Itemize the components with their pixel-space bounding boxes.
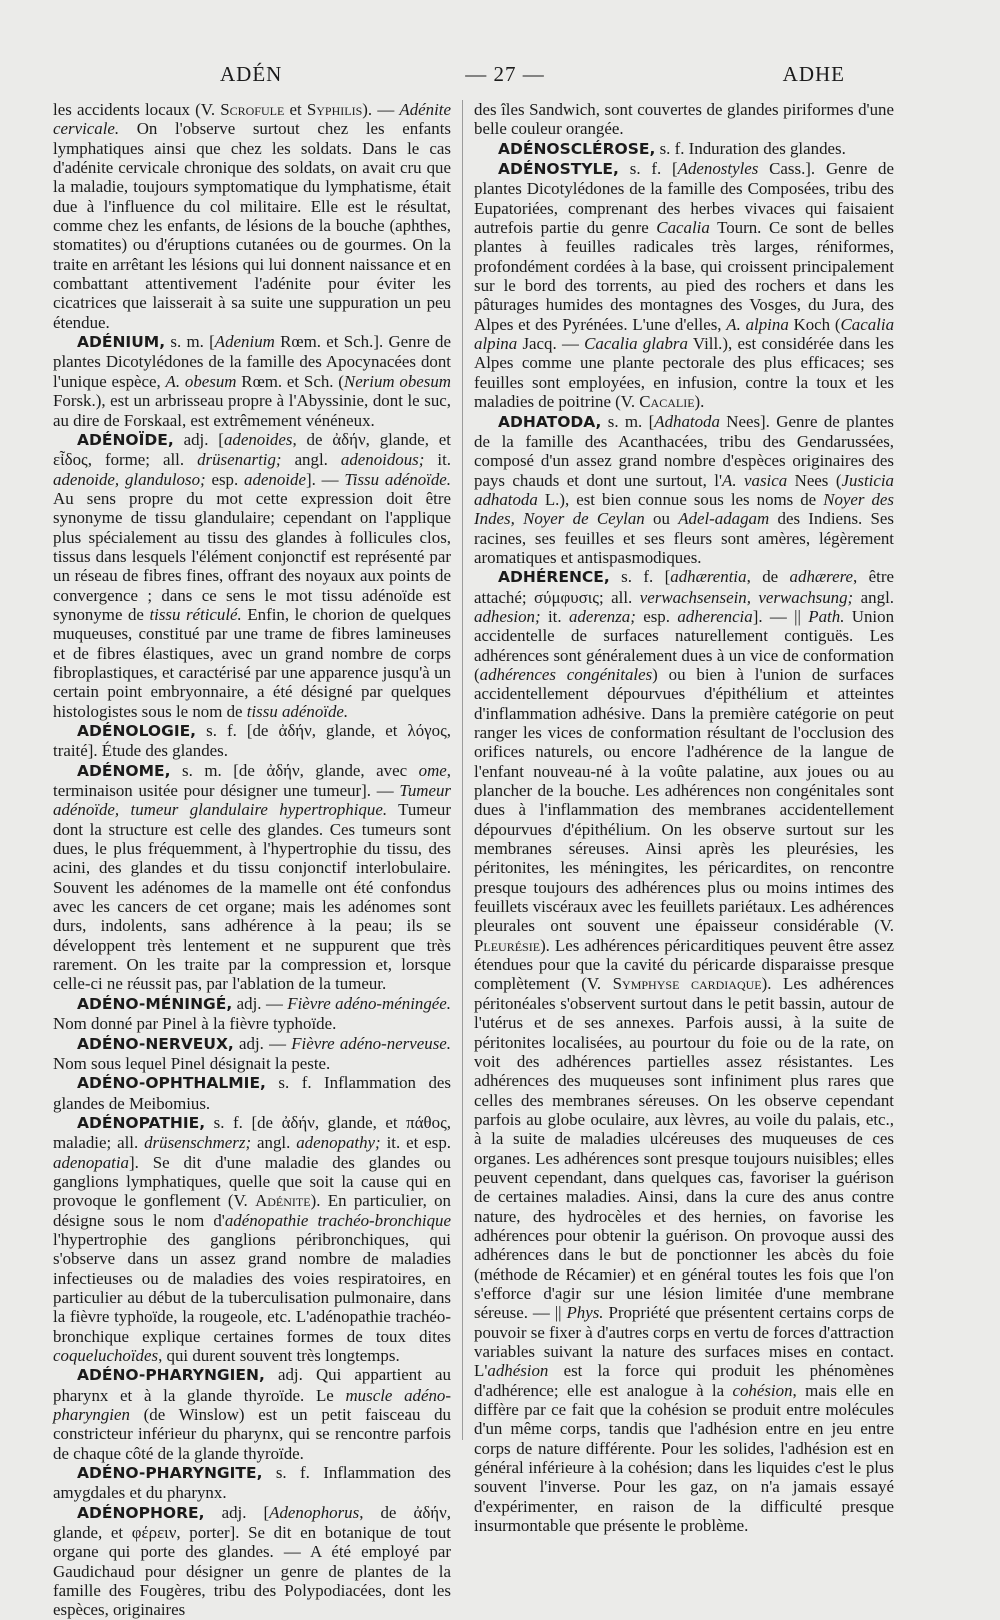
entry-text: , de ἀδήν, glande, et εἶδος, forme; all. [53, 429, 451, 470]
page-number: — 27 — [465, 62, 545, 86]
entry-text: Enfin, le chorion de quelques muqueuses, constitué par une trame de fibres lamineuses et de fibres élastiques, avec un grand nombre de corps fibroplastiques, et caractérisé par une apparence jusqu'à un certain point embryonnaire, a été désigné par quelques histologistes sous le nom de [53, 604, 451, 721]
dictionary-entry-adeno-pharyngien [53, 1365, 451, 1463]
entry-text: Adénite [255, 1191, 311, 1211]
entry-text: Adhatoda [654, 411, 720, 431]
entry-text: Tumeur dont la structure est celle des glandes. Ces tumeurs sont dues, le plus fréquemment, à l'hypertrophie du tissu, des acini, des glandes et du tissu conjonctif interlobulaire. Souvent les adénomes de la mamelle ont été confondus avec les cancers de cet organe; mais les adénomes sont durs, indolents, sans adhérence à la peau; ils se développent très lentement et ne suppurent que très rarement. On les traite par la compression et, lorsque celle-ci ne réussit pas, par l'ablation de la tumeur. [53, 800, 451, 994]
entry-text: Pleurésie [474, 935, 541, 955]
entry-headword: ADÉNOME, [77, 761, 171, 780]
entry-text: Nerium obesum [343, 371, 452, 391]
entry-headword: ADÉNOLOGIE, [77, 722, 197, 740]
entry-text: it. [540, 606, 569, 626]
entry-text: Scrofule [220, 100, 285, 119]
dictionary-entry-adeno-meninge [53, 994, 451, 1034]
entry-text: adhærere [789, 567, 854, 587]
entry-text: adj. — [232, 993, 288, 1013]
entry-headword: ADÉNOÏDE, [77, 430, 174, 449]
entry-text: s. f. Inflammation des amygdales et du pharynx. [53, 1463, 451, 1503]
entry-headword: ADÉNOPHORE, [77, 1503, 205, 1522]
entry-text: s. f. Induration des glandes. [655, 138, 846, 158]
entry-headword: ADÉNOSCLÉROSE, [498, 139, 656, 158]
dictionary-entry-adeno-nerveux [53, 1034, 451, 1074]
entry-text: s. f. Inflammation des glandes de Meibomius. [53, 1073, 451, 1113]
entry-text: Fièvre adéno-méningée. [287, 993, 451, 1013]
entry-headword: ADÉNOSTYLE, [498, 160, 619, 179]
entry-text: it. [424, 450, 452, 470]
entry-text: adhærentia [670, 567, 747, 587]
entry-text: , de ἀδήν, glande, et φέρειν, porter]. Se dit en botanique de tout organe qui porte des glandes. — A été employé par Gaudichaud pour désigner un genre de plantes de la famille des Fougères, tribu des Polypodiacées, dont les espèces, originaires [53, 1502, 451, 1620]
entry-text: ou [644, 509, 679, 529]
entry-text: s. f. [de ἀδήν, glande, et πάθος, maladie; all. [53, 1112, 451, 1153]
entry-text: Adel-adagam [678, 509, 770, 529]
entry-text: les accidents locaux (V. [53, 100, 221, 119]
entry-headword: ADHÉRENCE, [498, 568, 610, 587]
dictionary-entry-adenosclerose [474, 139, 894, 159]
entry-text: Nom sous lequel Pinel désignait la peste. [53, 1053, 331, 1073]
dictionary-entry-adenophore [53, 1503, 451, 1620]
entry-text: ome [418, 760, 447, 780]
entry-text: A. alpina [726, 314, 789, 334]
entry-text: ). Les adhérences péritonéales s'observent surtout dans le petit bassin, autour de l'utérus et de ses annexes. Parfois aussi, à la suite de péritonites localisées, au pourtour du foie ou de la rate, on voit des adhérences partielles assez résistantes. Les adhérences des muqueuses sont infiniment plus rares que celles des membranes séreuses. On les observe cependant parfois au globe oculaire, aux lèvres, au voile du palais, etc., à la suite de maladies ulcéreuses des muqueuses de ces organes. Les adhérences sont presque toujours nuisibles; elles peuvent cependant, dans quelques cas, favoriser la guérison de certaines maladies. Ainsi, dans la cure des anus contre nature, des hydrocèles et des hernies, on favorise les adhérences pour obtenir la guérison. On provoque aussi des adhérences dans le but de ponctionner les abcès du foie (méthode de Récamier) et en général toutes les fois que l'on s'efforce d'agir sur une lésion limitée d'une membrane séreuse. — || [474, 974, 894, 1323]
dictionary-entry-adenopathie [53, 1113, 451, 1365]
entry-text: adj. [ [173, 429, 224, 449]
entry-headword: ADÉNO-NERVEUX, [77, 1034, 234, 1053]
entry-headword: ADHATODA, [498, 412, 602, 431]
dictionary-entry-adherence [474, 567, 894, 1535]
column-divider [462, 100, 463, 1440]
entry-text: verwachsensein, verwachsung; [639, 587, 854, 607]
entry-text: Tourn. Ce sont de belles plantes à feuilles radicales très larges, réniformes, profondément cordées à la base, qui croissent principalement sur le bord des torrents, au pied des rochers et dans les pâturages humides des montagnes des Vosges, du Jura, des Alpes et des Pyrénées. L'une d'elles, [474, 218, 894, 334]
entry-text: adenoide [244, 469, 306, 489]
entry-text: ). — [362, 100, 400, 119]
entry-text: Tumeur adénoïde, tumeur glandulaire hypertrophique. [53, 781, 451, 820]
entry-text: cohésion [732, 1380, 793, 1400]
entry-text: Forsk.), est un arbrisseau propre à l'Abyssinie, dont le suc, au dire de Forskaal, est extrêmement vénéneux. [53, 391, 451, 430]
entry-text: Phys. [566, 1303, 604, 1323]
entry-text: adj. — [233, 1033, 292, 1053]
entry-text: Adénite cervicale. [53, 100, 451, 139]
entry-text: adenoidous; [340, 450, 425, 470]
entry-text: tissu réticulé. [149, 604, 242, 624]
entry-text: ). En particulier, on désigne sous le nom d' [53, 1191, 451, 1230]
dictionary-entry-adeno-ophthalmie [53, 1073, 451, 1113]
entry-text: Adenophorus [269, 1502, 360, 1522]
entry-text: (de Winslow) est un petit faisceau du constricteur inférieur du pharynx, qui se rencontre parfois de chaque côté de la glande thyroïde. [53, 1405, 451, 1463]
entry-text: muscle adéno-pharyngien [53, 1385, 451, 1425]
entry-text: , être attaché; σύμφυσις; all. [474, 567, 894, 607]
entry-text: adenopathy; [296, 1133, 381, 1153]
entry-text: Nees ( [787, 470, 842, 490]
entry-text: A. obesum [165, 371, 237, 391]
entry-text: adenopatia [53, 1152, 129, 1172]
entry-text: Noyer des Indes, Noyer de Ceylan [474, 489, 894, 529]
entry-text: Au sens propre du mot cette expression doit être synonyme de tissu glandulaire; cependant on l'applique plus spécialement au tissu des glandes à follicules clos, tissus dans lesquels l'élément conjonctif est représenté par un réseau de fibres fines, offrant des noyaux aux points de convergence ; dans ce sens le mot tissu adénoïde est synonyme de [53, 488, 451, 624]
entry-text: adénopathie trachéo-bronchique [224, 1210, 451, 1230]
entry-text: adherencia [677, 606, 753, 626]
entry-text: Syphilis [306, 100, 363, 119]
entry-text: Cass.]. Genre de plantes Dicotylédones de la famille des Composées, tribu des Eupatoriées, comprenant des herbes vivaces qui faisaient autrefois partie du genre [474, 159, 894, 238]
dictionary-entry-adenome [53, 761, 451, 994]
dictionary-entry-adhatoda [474, 412, 894, 568]
entry-text: Union accidentelle de surfaces naturellement contiguës. Les adhérences sont généralement dues à un vice de conformation ( [474, 606, 895, 684]
entry-text: s. f. [ [618, 159, 678, 179]
entry-text: , qui durent souvent très longtemps. [158, 1346, 400, 1365]
entry-text: Nees]. Genre de plantes de la famille des Acanthacées, tribu des Gendarussées, composé d'un assez grand nombre d'espèces originaires des pays chauds et dont une surtout, l' [474, 411, 894, 490]
entry-headword: ADÉNO-PHARYNGITE, [77, 1464, 263, 1483]
entry-text: ). Les adhérences péricarditiques peuvent être assez étendues pour que la cavité du péricarde disparaisse presque complètement (V. [474, 935, 894, 994]
dictionary-entry-adenostyle [474, 159, 894, 411]
entry-text: On l'observe surtout chez les enfants lymphatiques ainsi que chez les soldats. Dans le cas d'adénite cervicale chronique des soldats, on avait cru que la maladie, toujours symptomatique du lymphatisme, était due à l'influence du col militaire. Elle est le résultat, comme chez les enfants, de lésions de la bouche (aphthes, stomatites) ou d'éruptions cutanées ou de gourmes. On la traite en arrêtant les lésions qui lui donnent naissance et en combattant attentivement l'adénite pour éviter les cicatrices que laisserait à sa suite une suppuration un peu étendue. [53, 119, 451, 332]
entry-text: esp. [205, 469, 245, 489]
entry-text: Rœm. et Sch. ( [236, 371, 344, 391]
entry-text: , terminaison usitée pour désigner une tumeur]. — [53, 760, 451, 801]
page-header [60, 62, 950, 96]
dictionary-entry-adenologie [53, 721, 451, 761]
entry-text: angl. [853, 587, 894, 607]
entry-text: s. m. [de ἀδήν, glande, avec [170, 760, 419, 780]
entry-text: adj. [ [204, 1502, 270, 1522]
entry-continuation [53, 100, 451, 332]
entry-text: Jacq. — [517, 334, 585, 354]
entry-text: Vill.), est considérée dans les Alpes comme une plante pectorale des plus efficaces; ses feuilles sont employées, en infusion, contre la toux et les maladies de poitrine (V. [474, 334, 894, 412]
entry-text: A. vasica [722, 470, 788, 490]
header-right-guideword: ADHE [782, 62, 845, 86]
entry-text: Adenostyles [677, 159, 759, 179]
entry-text: des îles Sandwich, sont couvertes de glandes piriformes d'une belle couleur orangée. [474, 100, 894, 139]
entry-text: Symphyse cardiaque [612, 974, 762, 994]
entry-text: , de [746, 567, 790, 587]
entry-text: des Indiens. Ses racines, ses feuilles et ses fleurs sont amères, légèrement aromatiques et antispasmodiques. [474, 509, 894, 567]
entry-text: adhésion [487, 1361, 549, 1381]
right-column [474, 100, 895, 1536]
entry-text: s. m. [ [165, 332, 215, 352]
dictionary-entry-adeno-pharyngite [53, 1463, 451, 1503]
entry-text: drüsenartig; [197, 450, 282, 470]
entry-text: tissu adénoïde. [246, 701, 349, 721]
entry-text: Propriété que présentent certains corps de pouvoir se fixer à d'autres corps en vertu de forces d'attraction variables suivant la nature des surfaces mises en contact. L' [474, 1303, 894, 1381]
entry-text: coqueluchoïdes [53, 1346, 159, 1365]
entry-headword: ADÉNO-OPHTHALMIE, [77, 1074, 266, 1093]
entry-text: ) ou bien à l'union de surfaces accidentellement dépourvues d'épithélium et atteintes d'inflammation adhésive. Dans la première catégorie on peut ranger les vices de conformation résultant de l'occlusion des orifices naturels, ou encore l'adhérence de la langue de l'enfant nouveau-né à la voûte palatine, aux joues ou au plancher de la bouche. Les adhérences non congénitales sont dues à l'inflammation des membranes accidentellement dépourvues d'épithélium. On les observe surtout sur les membranes séreuses. Ainsi après les pleurésies, les péritonites, les méningites, les péricardites, on rencontre presque toujours des adhérences plus ou moins intimes des feuillets viscéraux avec les feuillets pariétaux. Les adhérences pleurales ont souvent une épaisseur considérable (V. [474, 664, 894, 936]
entry-text: Rœm. et Sch.]. Genre de plantes Dicotylédones de la famille des Apocynacées dont l'unique espèce, [53, 332, 451, 391]
dictionary-entry-adenoide [53, 430, 451, 721]
entry-text: ). [694, 392, 705, 412]
entry-text: Cacalia [656, 218, 710, 238]
entry-text: aderenza; [568, 606, 636, 626]
entry-text: ]. Se dit d'une maladie des glandes ou ganglions lymphatiques, quelle que soit la cause qui en provoque le gonflement (V. [53, 1152, 451, 1211]
entry-text: et [284, 100, 307, 119]
entry-text: adhesion; [474, 606, 541, 626]
entry-text: L.), est bien connue sous les noms de [537, 489, 824, 509]
entry-text: it. et esp. [380, 1133, 451, 1153]
entry-text: ]. — [305, 469, 345, 489]
entry-text: esp. [635, 606, 678, 626]
entry-text: Cacalia glabra [584, 334, 688, 354]
entry-headword: ADÉNOPATHIE, [77, 1113, 206, 1132]
entry-headword: ADÉNO-MÉNINGÉ, [77, 994, 233, 1013]
entry-text: Justicia adhatoda [474, 470, 894, 509]
entry-text: adenoides [223, 429, 293, 449]
entry-text: adenoide, glanduloso; [53, 469, 206, 489]
entry-text: Adenium [214, 332, 275, 352]
entry-text: est la force qui produit les phénomènes d'adhérence; elle est analogue à la [474, 1361, 894, 1400]
dictionary-entry-adenium [53, 332, 451, 430]
entry-text: adj. Qui appartient au pharynx et à la glande thyroïde. Le [53, 1365, 451, 1405]
entry-text: l'hypertrophie des ganglions péribronchiques, qui s'observe dans un assez grand nombre de maladies infectieuses ou de maladies des voies respiratoires, en particulier au début de la tuberculisation pulmonaire, dans la fièvre typhoïde, la rougeole, etc. L'adénopathie trachéo-bronchique explique certaines formes de toux dites [53, 1229, 451, 1346]
entry-text: s. f. [de ἀδήν, glande, et λόγος, traité]. Étude des glandes. [53, 721, 451, 761]
entry-text: , mais elle en diffère par ce fait que la cohésion se produit entre molécules d'un même corps, tandis que l'adhésion entre en jeu entre corps de nature différente. Pour les solides, l'adhésion est en général inférieure à la cohésion; dans les liquides c'est le plus souvent l'inverse. Pour les gaz, on n'a jamais essayé d'expérimenter, en raison de la difficulté presque insurmontable que présente le problème. [474, 1380, 894, 1536]
left-column [53, 100, 452, 1620]
entry-text: s. m. [ [601, 411, 655, 431]
entry-text: Fièvre adéno-nerveuse. [291, 1033, 451, 1053]
entry-text: Nom donné par Pinel à la fièvre typhoïde. [53, 1014, 337, 1034]
entry-text: s. f. [ [609, 567, 671, 587]
entry-text: Cacalie [639, 392, 695, 412]
entry-text: Tissu adénoïde. [344, 469, 452, 489]
entry-continuation [474, 100, 894, 139]
entry-headword: ADÉNO-PHARYNGIEN, [77, 1366, 265, 1385]
entry-text: angl. [281, 450, 341, 470]
entry-text: Cacalia alpina [474, 314, 895, 354]
entry-text: Koch ( [788, 314, 841, 334]
entry-text: ]. — || [752, 606, 809, 626]
entry-text: angl. [251, 1133, 297, 1153]
entry-headword: ADÉNIUM, [77, 333, 166, 352]
entry-text: Path. [808, 606, 845, 626]
entry-text: adhérences congénitales [479, 664, 653, 684]
header-left-guideword: ADÉN [220, 62, 283, 86]
entry-text: drüsenschmerz; [144, 1133, 252, 1153]
